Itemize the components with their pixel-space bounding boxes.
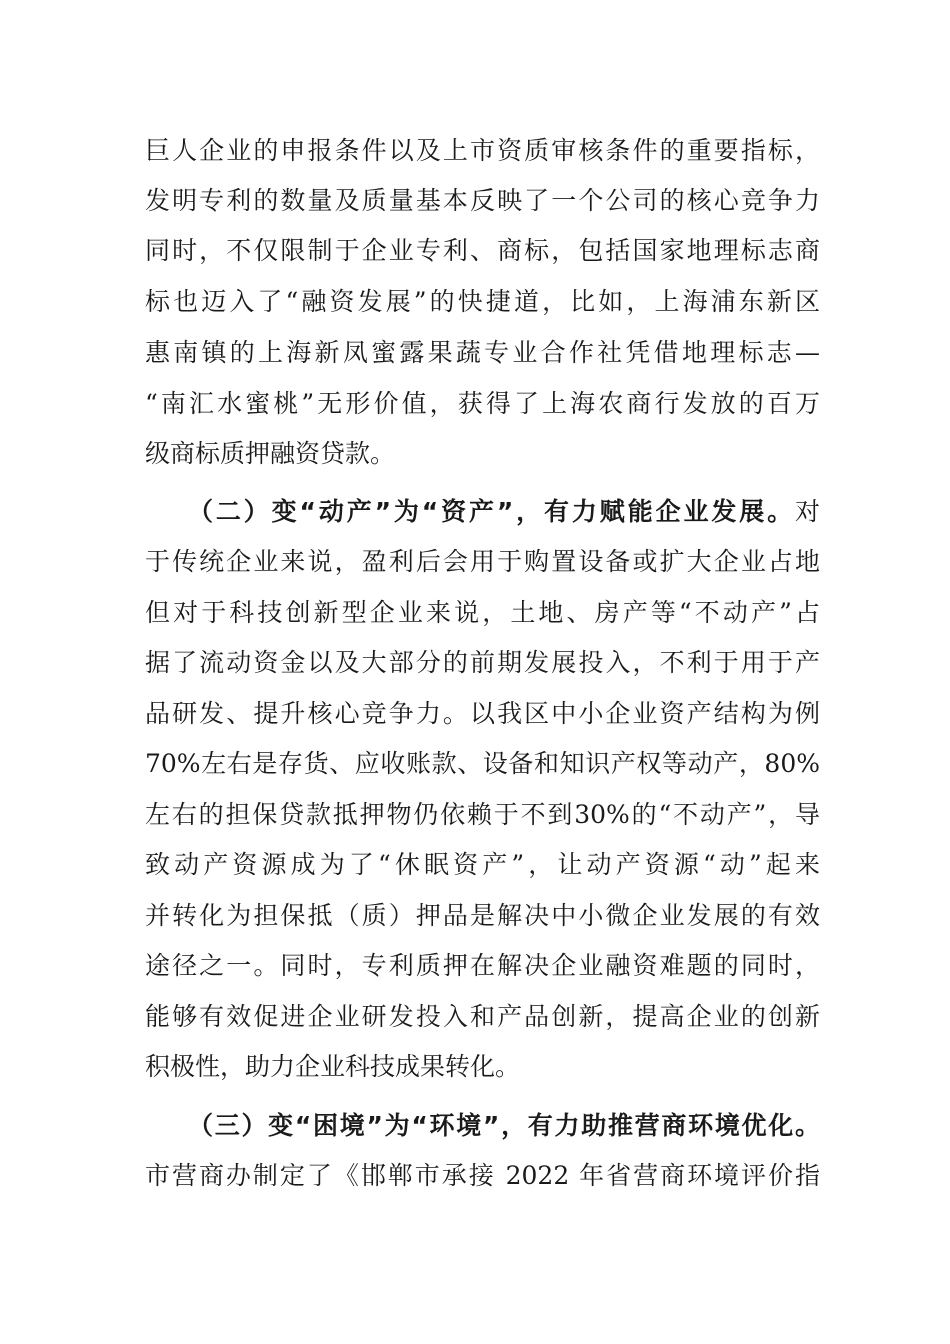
paragraph-line: 能够有效促进企业研发投入和产品创新，提高企业的创新 bbox=[145, 1002, 820, 1031]
paragraph-line: 巨人企业的申报条件以及上市资质审核条件的重要指标， bbox=[145, 136, 820, 165]
paragraph-line: 致动产资源成为了“休眠资产”，让动产资源“动”起来 bbox=[145, 850, 820, 879]
paragraph-line: 市营商办制定了《邯郸市承接 2022 年省营商环境评价指 bbox=[145, 1161, 820, 1190]
section-heading-line bbox=[188, 1106, 820, 1146]
paragraph-line: 品研发、提升核心竞争力。以我区中小企业资产结构为例 bbox=[145, 699, 820, 728]
paragraph-line: 左右的担保贷款抵押物仍依赖于不到30%的“不动产”，导 bbox=[145, 800, 820, 829]
paragraph-line: 级商标质押融资贷款。 bbox=[145, 439, 396, 468]
paragraph-line: 据了流动资金以及大部分的前期发展投入，不利于用于产 bbox=[145, 648, 820, 677]
paragraph-line: 并转化为担保抵（质）押品是解决中小微企业发展的有效 bbox=[145, 901, 820, 930]
section-heading: （二）变“动产”为“资产”，有力赋能企业发展。 bbox=[188, 497, 795, 526]
paragraph-line: 70%左右是存货、应收账款、设备和知识产权等动产，80% bbox=[145, 749, 820, 778]
paragraph-line: “南汇水蜜桃”无形价值，获得了上海农商行发放的百万 bbox=[145, 389, 820, 418]
paragraph-line: 积极性，助力企业科技成果转化。 bbox=[145, 1052, 521, 1081]
paragraph-line: 发明专利的数量及质量基本反映了一个公司的核心竞争力 bbox=[145, 186, 820, 215]
paragraph-line: 但对于科技创新型企业来说，土地、房产等“不动产”占 bbox=[145, 598, 820, 627]
paragraph-line: 同时，不仅限制于企业专利、商标，包括国家地理标志商 bbox=[145, 236, 820, 265]
section-heading-line bbox=[188, 492, 820, 532]
paragraph-line: 标也迈入了“融资发展”的快捷道，比如，上海浦东新区 bbox=[145, 287, 820, 316]
section-heading: （三）变“困境”为“环境”，有力助推营商环境优化。 bbox=[188, 1111, 820, 1140]
paragraph-line: 于传统企业来说，盈利后会用于购置设备或扩大企业占地 bbox=[145, 547, 820, 576]
paragraph-line: 惠南镇的上海新凤蜜露果蔬专业合作社凭借地理标志— bbox=[145, 338, 820, 367]
paragraph-line: 途径之一。同时，专利质押在解决企业融资难题的同时， bbox=[145, 951, 820, 980]
section-heading-tail: 对 bbox=[794, 497, 820, 526]
